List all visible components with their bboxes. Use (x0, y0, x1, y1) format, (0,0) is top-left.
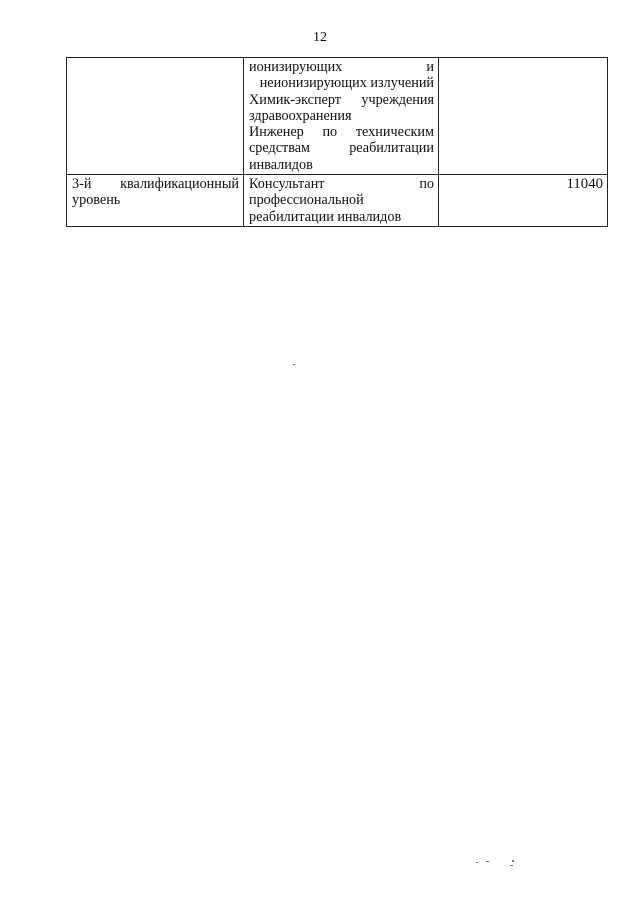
word: средствам (249, 140, 311, 157)
salary-cell (439, 58, 608, 175)
word: реабилитации (349, 140, 434, 157)
word: Консультант (249, 176, 325, 193)
page-number: 12 (313, 30, 327, 45)
table-row (67, 58, 608, 175)
level-line: уровень (72, 192, 121, 209)
position-line (249, 140, 434, 156)
position-line: инвалидов (249, 156, 313, 173)
word: и (426, 59, 434, 75)
positions-cell (244, 58, 439, 175)
scan-speck (510, 865, 513, 866)
word: по (322, 124, 338, 141)
scan-speck (293, 364, 295, 365)
scan-speck (486, 861, 489, 862)
salary-cell: 11040 (439, 175, 608, 227)
qualification-level-cell (67, 175, 244, 227)
word: Химик-эксперт (249, 91, 341, 108)
position-line (249, 92, 434, 108)
word: учреждения (361, 91, 434, 108)
position-line: профессиональной (249, 192, 364, 209)
positions-cell (244, 175, 439, 227)
position-line (249, 176, 434, 192)
qualification-level-cell (67, 58, 244, 175)
scan-speck (476, 862, 478, 863)
word: техническим (355, 124, 434, 141)
salary-table (66, 57, 608, 227)
position-line: неионизирующих излучений (259, 75, 434, 92)
position-line: здравоохранения (249, 107, 352, 124)
position-line: реабилитации инвалидов (249, 208, 402, 225)
position-line (249, 59, 434, 75)
scan-speck (512, 860, 514, 862)
word: 3-й (72, 176, 92, 193)
word: квалификационный (120, 176, 239, 193)
level-line (72, 176, 239, 192)
word: Инженер (249, 124, 304, 141)
position-line (249, 124, 434, 140)
word: ионизирующих (249, 59, 343, 75)
word: по (419, 176, 434, 193)
table-row (67, 175, 608, 227)
